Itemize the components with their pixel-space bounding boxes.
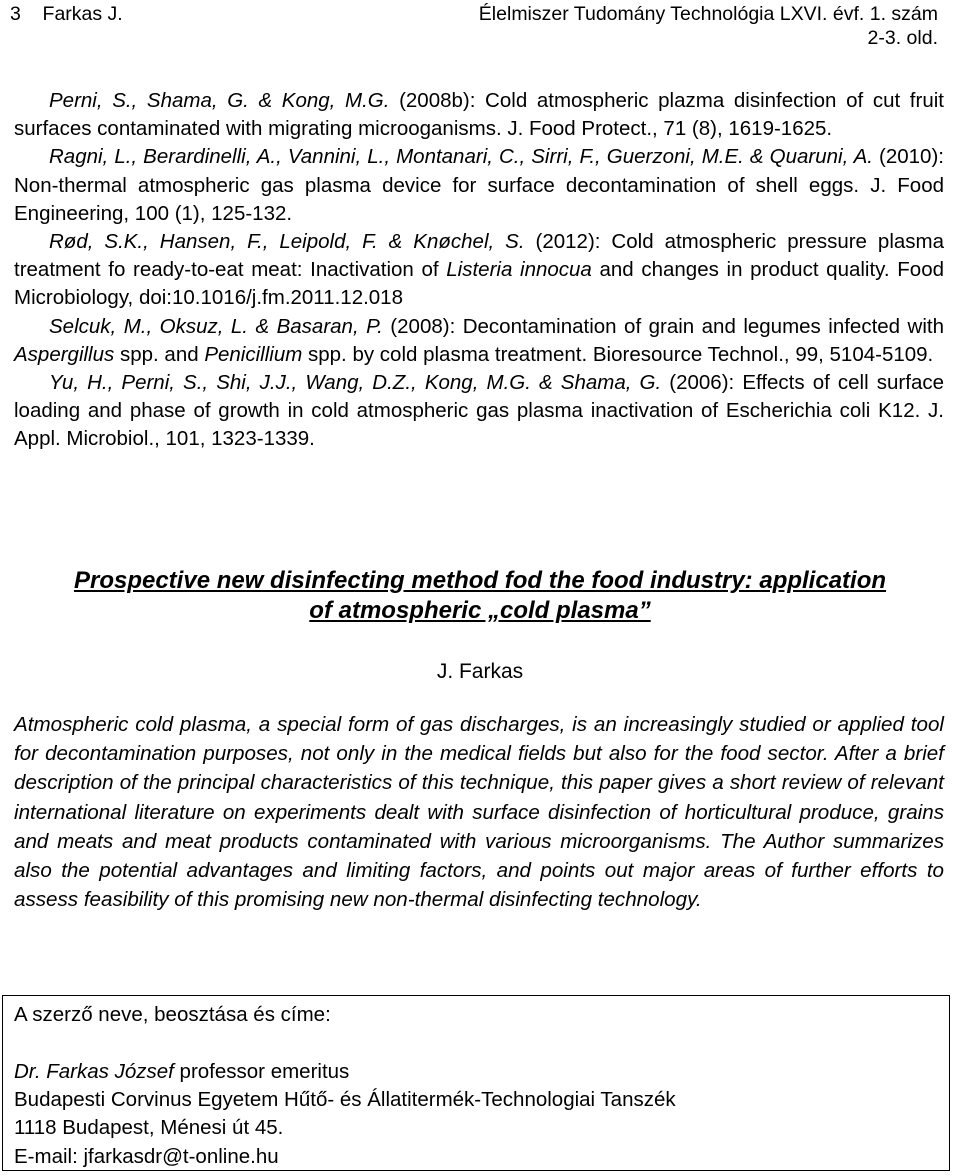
page-header: [10, 2, 938, 52]
reference-text: (2008b): Cold atmospheric plazma disinfection of cut fruit surfaces contaminated with migrating microoganisms. J. Food Protect., 71 (8), 1619-1625.: [14, 89, 944, 141]
header-right: [479, 2, 938, 50]
reference-item: [14, 228, 944, 313]
title-line-1: Prospective new disinfecting method fod the food industry: application: [73, 567, 887, 594]
reference-item: [14, 143, 944, 228]
article-title: [20, 566, 940, 626]
article-abstract: Atmospheric cold plasma, a special form of gas discharges, is an increasingly studied or applied tool for decontamination purposes, not only in the medical fields but also for the food sector. After a brief description of the principal characteristics of this technique, this paper gives a short review of relevant international literature on experiments dealt with surface disinfection of horticultural produce, grains and meats and meat products contaminated with various microorganisms. The Author summarizes also the potential advantages and limiting factors, and points out major areas of further efforts to assess feasibility of this promising new non-thermal disinfecting technology.: [14, 713, 944, 912]
author-name-line: [14, 1058, 676, 1086]
reference-species: Listeria innocua: [446, 258, 592, 282]
reference-list: [14, 87, 944, 454]
reference-species: Aspergillus: [14, 342, 115, 366]
reference-species: Penicillium: [204, 342, 303, 366]
page-number: 3: [10, 3, 21, 25]
author-box-heading: A szerző neve, beosztása és címe:: [14, 1003, 331, 1026]
author-email: E-mail: jfarkasdr@t-online.hu: [14, 1144, 279, 1168]
reference-text: (2006): Effects of cell surface loading and phase of growth in cold atmospheric gas plasma inactivation of Escherichia coli K12. J. Appl. Microbiol., 101, 1323-1339.: [14, 371, 944, 451]
header-left: [10, 2, 123, 26]
reference-item: [14, 87, 944, 143]
reference-text: (2008): Decontamination of grain and legumes infected with: [382, 314, 944, 338]
author-name: Dr. Farkas József: [14, 1060, 174, 1083]
author-address: 1118 Budapest, Ménesi út 45.: [14, 1116, 284, 1140]
reference-item: [14, 369, 944, 454]
reference-text: and changes in product quality. Food Microbiology, doi:10.1016/j.fm.2011.12.018: [14, 258, 944, 310]
header-author: Farkas J.: [42, 3, 123, 25]
reference-authors: Rød, S.K., Hansen, F., Leipold, F. & Knøchel, S.: [49, 230, 525, 254]
reference-text: (2012): Cold atmospheric pressure plasma treatment fo ready-to-eat meat: Inactivation of: [14, 230, 944, 282]
reference-authors: Perni, S., Shama, G. & Kong, M.G.: [49, 89, 390, 112]
reference-text: spp. and: [114, 342, 205, 366]
reference-authors: Yu, H., Perni, S., Shi, J.J., Wang, D.Z., Kong, M.G. & Shama, G.: [49, 371, 662, 395]
pages-line: 2-3. old.: [867, 27, 938, 49]
author-position: professor emeritus: [173, 1060, 350, 1083]
reference-authors: Ragni, L., Berardinelli, A., Vannini, L., Montanari, C., Sirri, F., Guerzoni, M.E. & Quaruni, A.: [49, 145, 873, 169]
author-institution: Budapesti Corvinus Egyetem Hűtő- és Állatitermék-Technologiai Tanszék: [14, 1088, 676, 1112]
journal-line: Élelmiszer Tudomány Technológia LXVI. évf. 1. szám: [478, 3, 938, 25]
reference-authors: Selcuk, M., Oksuz, L. & Basaran, P.: [49, 314, 383, 338]
reference-text: (2010): Non-thermal atmospheric gas plasma device for surface decontamination of shell eggs. J. Food Engineering, 100 (1), 125-132.: [14, 145, 944, 225]
author-box-details: [14, 1058, 676, 1171]
reference-item: [14, 313, 944, 369]
reference-text: spp. by cold plasma treatment. Bioresource Technol., 99, 5104-5109.: [302, 342, 934, 366]
title-line-2: of atmospheric „cold plasma”: [309, 597, 651, 624]
article-author: J. Farkas: [436, 660, 524, 683]
